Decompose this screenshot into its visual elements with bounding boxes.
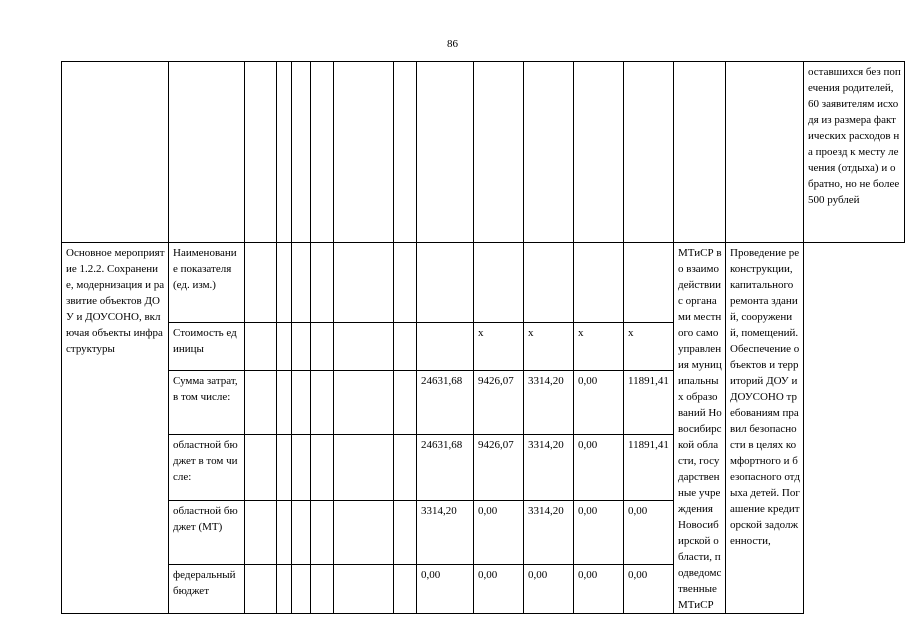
cell bbox=[726, 62, 804, 243]
cell bbox=[62, 62, 169, 243]
continuation-row bbox=[62, 62, 905, 243]
cell bbox=[334, 434, 394, 500]
value-cell bbox=[417, 322, 474, 370]
value-cell: х bbox=[474, 322, 524, 370]
cell bbox=[277, 62, 292, 243]
value-cell bbox=[474, 243, 524, 323]
row-label: областной бюджет в том числе: bbox=[169, 434, 245, 500]
cell bbox=[417, 62, 474, 243]
row-label: Сумма затрат, в том числе: bbox=[169, 370, 245, 434]
cell bbox=[277, 500, 292, 564]
cell bbox=[334, 322, 394, 370]
value-cell bbox=[624, 243, 674, 323]
cell bbox=[292, 370, 311, 434]
executor-cell: МТиСР во взаимодействии с органами местного самоуправления муниципальных образований Новосибирской области, государственные учреждения Новосибирской области, подведомственные МТиСР bbox=[674, 243, 726, 614]
value-cell: 24631,68 bbox=[417, 434, 474, 500]
cell bbox=[245, 62, 277, 243]
cell bbox=[292, 62, 311, 243]
cell bbox=[474, 62, 524, 243]
activity-cell: Основное мероприятие 1.2.2. Сохранение, модернизация и развитие объектов ДОУ и ДОУСОНО, включая объекты инфраструктуры bbox=[62, 243, 169, 614]
value-cell: 0,00 bbox=[524, 564, 574, 613]
cell bbox=[292, 564, 311, 613]
value-cell: х bbox=[524, 322, 574, 370]
cell bbox=[311, 564, 334, 613]
cell bbox=[292, 243, 311, 323]
value-cell: 3314,20 bbox=[417, 500, 474, 564]
value-cell: х bbox=[574, 322, 624, 370]
row-label: федеральный бюджет bbox=[169, 564, 245, 613]
value-cell: 11891,41 bbox=[624, 370, 674, 434]
value-cell: 0,00 bbox=[474, 564, 524, 613]
value-cell bbox=[524, 243, 574, 323]
cell bbox=[334, 370, 394, 434]
cell bbox=[245, 434, 277, 500]
value-cell: 0,00 bbox=[417, 564, 474, 613]
value-cell: 3314,20 bbox=[524, 434, 574, 500]
cell bbox=[277, 434, 292, 500]
cell bbox=[277, 322, 292, 370]
cell bbox=[245, 564, 277, 613]
cell bbox=[245, 322, 277, 370]
value-cell: 0,00 bbox=[574, 564, 624, 613]
cell bbox=[394, 500, 417, 564]
cell bbox=[245, 500, 277, 564]
cell bbox=[394, 564, 417, 613]
cell bbox=[394, 62, 417, 243]
value-cell: 3314,20 bbox=[524, 370, 574, 434]
value-cell: 0,00 bbox=[624, 500, 674, 564]
cell bbox=[334, 62, 394, 243]
cell bbox=[292, 322, 311, 370]
value-cell: 11891,41 bbox=[624, 434, 674, 500]
cell bbox=[169, 62, 245, 243]
value-cell: 0,00 bbox=[474, 500, 524, 564]
value-cell: 0,00 bbox=[624, 564, 674, 613]
program-table bbox=[61, 61, 905, 614]
cell bbox=[394, 370, 417, 434]
value-cell: 0,00 bbox=[574, 434, 624, 500]
cell bbox=[311, 243, 334, 323]
cell bbox=[311, 370, 334, 434]
cell bbox=[334, 500, 394, 564]
row-label: Наименование показателя (ед. изм.) bbox=[169, 243, 245, 323]
value-cell: 3314,20 bbox=[524, 500, 574, 564]
value-cell bbox=[417, 243, 474, 323]
value-cell bbox=[574, 243, 624, 323]
cell bbox=[277, 564, 292, 613]
value-cell: 24631,68 bbox=[417, 370, 474, 434]
cell bbox=[574, 62, 624, 243]
cell bbox=[524, 62, 574, 243]
cell bbox=[311, 500, 334, 564]
cell bbox=[334, 564, 394, 613]
value-cell: 0,00 bbox=[574, 500, 624, 564]
result-continuation: оставшихся без попечения родителей, 60 заявителям исходя из размера фактических расходов на проезд к месту лечения (отдыха) и обратно, но не более 500 рублей bbox=[804, 62, 905, 243]
page-number: 86 bbox=[447, 38, 458, 50]
cell bbox=[311, 322, 334, 370]
cell bbox=[334, 243, 394, 323]
value-cell: 9426,07 bbox=[474, 370, 524, 434]
cell bbox=[394, 434, 417, 500]
cell bbox=[624, 62, 674, 243]
cell bbox=[311, 434, 334, 500]
cell bbox=[292, 434, 311, 500]
cell bbox=[245, 243, 277, 323]
cell bbox=[394, 322, 417, 370]
result-cell: Проведение реконструкции, капитального ремонта зданий, сооружений, помещений. Обеспечение объектов и территорий ДОУ и ДОУСОНО требованиям правил безопасности в целях комфортного и безопасного отдыха детей. Погашение кредиторской задолженности, bbox=[726, 243, 804, 614]
table-row bbox=[62, 243, 905, 323]
value-cell: 9426,07 bbox=[474, 434, 524, 500]
value-cell: 0,00 bbox=[574, 370, 624, 434]
row-label: областной бюджет (МТ) bbox=[169, 500, 245, 564]
value-cell: х bbox=[624, 322, 674, 370]
cell bbox=[245, 370, 277, 434]
cell bbox=[277, 370, 292, 434]
cell bbox=[311, 62, 334, 243]
row-label: Стоимость единицы bbox=[169, 322, 245, 370]
cell bbox=[674, 62, 726, 243]
cell bbox=[277, 243, 292, 323]
cell bbox=[394, 243, 417, 323]
cell bbox=[292, 500, 311, 564]
